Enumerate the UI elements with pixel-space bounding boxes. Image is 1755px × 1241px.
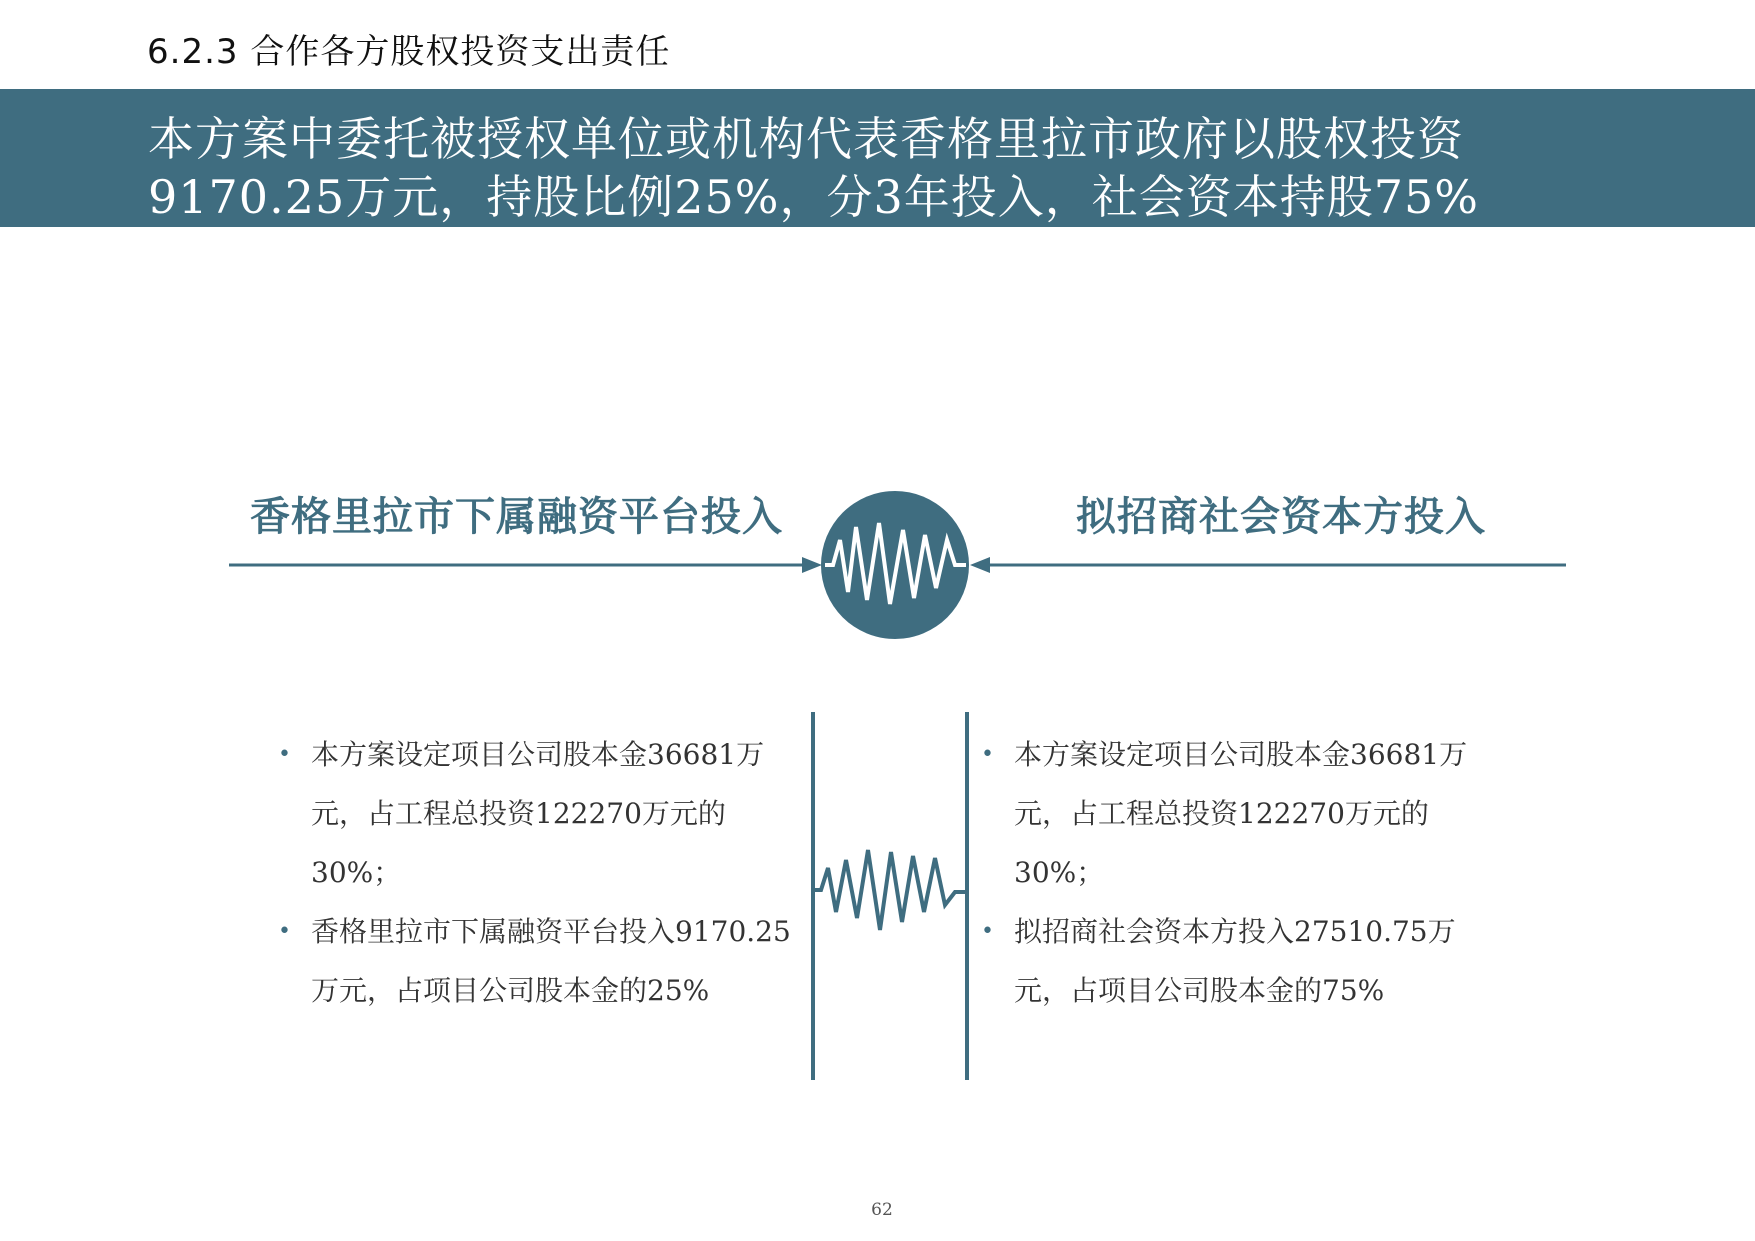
lower-pulse-wave-icon — [813, 850, 967, 930]
left-bullet-2: • 香格里拉市下属融资平台投入9170.25万元，占项目公司股本金的25% — [278, 902, 798, 1020]
left-bullet-list — [278, 725, 798, 1020]
right-arrow-head — [970, 557, 990, 573]
left-party-title: 香格里拉市下属融资平台投入 — [250, 494, 783, 540]
left-arrow-head — [802, 557, 822, 573]
section-title: 6.2.3 合作各方股权投资支出责任 — [147, 32, 671, 72]
banner-line-1: 本方案中委托被授权单位或机构代表香格里拉市政府以股权投资 — [148, 112, 1464, 166]
page-number: 62 — [871, 1200, 893, 1220]
right-bullet-list — [981, 725, 1501, 1020]
right-bullet-2: • 拟招商社会资本方投入27510.75万元，占项目公司股本金的75% — [981, 902, 1501, 1020]
right-party-title: 拟招商社会资本方投入 — [1076, 494, 1486, 540]
left-bullet-1: • 本方案设定项目公司股本金36681万元，占工程总投资122270万元的30%； — [278, 725, 798, 902]
right-bullet-1: • 本方案设定项目公司股本金36681万元，占工程总投资122270万元的30%； — [981, 725, 1501, 902]
banner-line-2: 9170.25万元，持股比例25%，分3年投入，社会资本持股75% — [148, 170, 1479, 224]
